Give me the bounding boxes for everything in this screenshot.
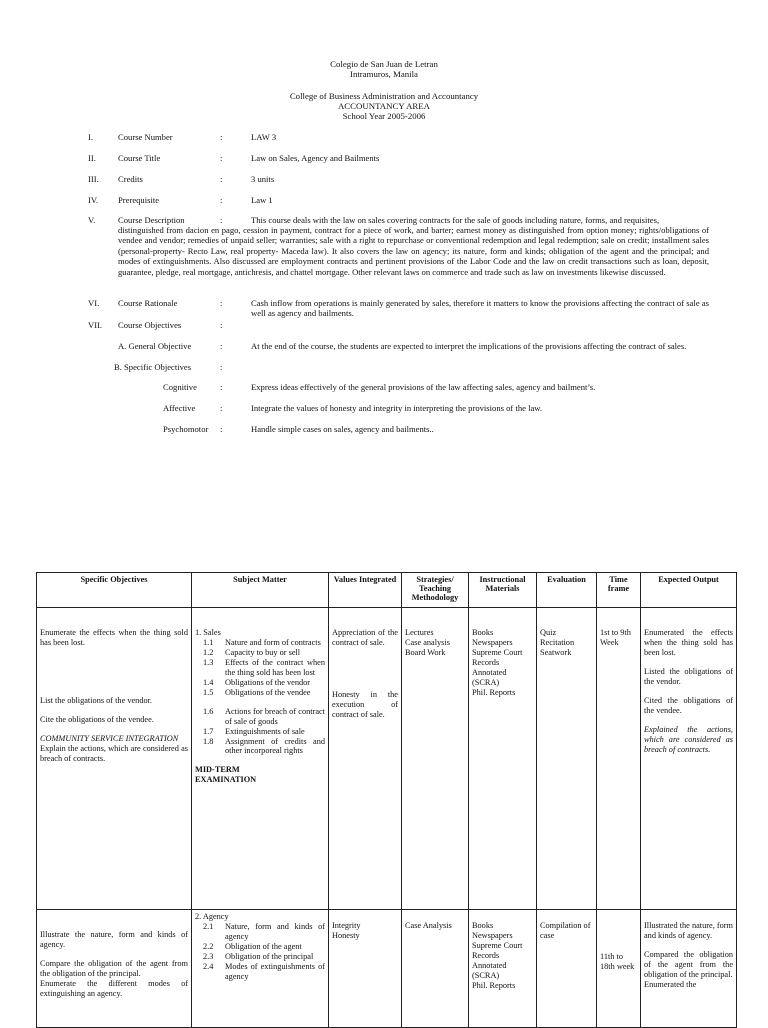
cell-time-frame [597,910,641,1028]
header-instructional-materials: Instructional Materials [469,573,537,608]
strategy-item: Lectures [405,628,434,637]
header-expected-output: Expected Output [641,573,737,608]
evaluation-item: Seatwork [540,647,572,657]
material-item: Newspapers [472,637,513,647]
field-colon: : [220,298,223,308]
topic-item: 1.2 Capacity to buy or sell [203,647,301,657]
field-label: Course Title [118,153,161,163]
topic-item: 2.4 Modes of extinguishments of agency [203,961,325,981]
field-number: VII. [88,320,103,330]
cell-expected-output [641,608,737,910]
topic-item: 1.3 Effects of the contract when the thing sold has been lost [203,657,325,677]
field-colon: : [220,341,223,351]
strategy-item: Board Work [405,647,446,657]
cell-expected-output [641,910,737,1028]
cell-specific-objectives [37,910,192,1028]
table-header-row [37,573,737,608]
field-label: Course Number [118,132,173,142]
field-number: III. [88,174,99,184]
table-row [37,608,737,910]
field-colon: : [220,153,223,163]
objective-domain-text: Handle simple cases on sales, agency and bailments.. [251,424,434,434]
cell-specific-objectives [37,608,192,910]
topic-title: 1. Sales [195,628,221,637]
value-item: Honesty in the execution of contract of sale. [332,689,398,719]
general-objective-label: A. General Objective [118,341,192,351]
output-item: Enumerated the effects when the thing sold has been lost. [644,628,733,657]
value-item: Integrity [332,921,361,930]
objective-domain-label: Cognitive [163,382,197,392]
field-colon: : [220,403,223,413]
output-item: Cited the obligations of the vendee. [644,695,733,715]
strategy-item: Case analysis [405,637,450,647]
objective-domain-text: Integrate the values of honesty and integrity in interpreting the provisions of the law. [251,403,543,413]
syllabus-table [36,572,737,1028]
topic-item: 1.6 Actions for breach of contract of sale of goods [203,706,325,726]
field-value: LAW 3 [251,132,277,142]
field-label: Course Description [118,215,185,225]
cell-materials [469,608,537,910]
output-item: Compared the obligation of the agent from the obligation of the principal. [644,949,733,979]
field-colon: : [220,195,223,205]
objective-item: Illustrate the nature, form and kinds of agency. [40,930,188,949]
field-colon: : [220,362,223,372]
topic-item: 1.1 Nature and form of contracts [203,637,321,647]
header-values-integrated: Values Integrated [329,573,402,608]
topic-item: 1.7 Extinguishments of sale [203,726,305,736]
field-label: Credits [118,174,143,184]
field-value: Law 1 [251,195,273,205]
value-item: Honesty [332,930,360,940]
header-specific-objectives: Specific Objectives [37,573,192,608]
field-number: VI. [88,298,100,308]
general-objective-text: At the end of the course, the students are expected to interpret the implications of the provisions affecting the contract of sales. [251,341,687,351]
objective-item: Enumerate the different modes of extinguishing an agency. [40,978,188,998]
table-row [37,910,737,1028]
objective-domain-text: Express ideas effectively of the general provisions of the law affecting sales, agency and bailment’s. [251,382,596,392]
topic-title: 2. Agency [195,912,229,921]
field-colon: : [220,174,223,184]
field-number: II. [88,153,96,163]
header-time-frame: Time frame [597,573,641,608]
evaluation-item: Quiz [540,628,557,637]
cell-evaluation [537,910,597,1028]
topic-item: 1.4 Obligations of the vendor [203,677,311,687]
output-item: Explained the actions, which are considered as breach of contracts. [644,724,733,754]
topic-item: 2.2 Obligation of the agent [203,941,302,951]
cell-subject-matter [192,910,329,1028]
time-frame-value: 11th to 18th week [600,952,635,971]
field-number: V. [88,215,96,225]
cell-subject-matter [192,608,329,910]
field-colon: : [220,320,223,330]
midterm-exam-label: MID-TERM EXAMINATION [195,765,257,785]
objective-item: Cite the obligations of the vendee. [40,714,154,724]
output-item: Illustrated the nature, form and kinds of agency. [644,921,733,940]
output-item: Enumerated the [644,979,697,989]
strategy-item: Case Analysis [405,921,452,930]
material-item: Annotated (SCRA) [472,667,507,687]
school-year: School Year 2005-2006 [342,111,426,121]
description-text: distinguished from dacion en pago, cession in payment, contract for a piece of work, and barter; earnest money as distinguished from option money; rights/obligations of vendee and vendor; remedies of unpaid seller; warranties; sale with a right to repurchase or conventional redemption and legal redemption; sale on credit; installment sales (personal-property- Recto Law, real property- Maceda law). It also covers the law on agency; its nature, form and kinds; obligation of the agent and the principal; and modes of extinguishments. Also discussed are employment contracts and pertinent provisions of the Labor Code and the law on credit transactions such as loan, deposit, guarantee, pledge, real mortgage, antichresis, and chattel mortgage. Other relevant laws on commerce and trade such as law on investments likewise discussed. [118,225,709,277]
material-item: Newspapers [472,930,513,940]
evaluation-item: Compilation of case [540,921,591,940]
specific-objectives-label: B. Specific Objectives [114,362,192,372]
field-number: IV. [88,195,99,205]
field-colon: : [220,132,223,142]
field-value: Law on Sales, Agency and Bailments [251,153,380,163]
school-location: Intramuros, Manila [350,69,418,79]
material-item: Phil. Reports [472,980,516,990]
description-first-line: This course deals with the law on sales covering contracts for the sale of goods including nature, forms, and requisites, [251,215,660,225]
field-colon: : [220,382,223,392]
field-label: Course Rationale [118,298,178,308]
objective-item: List the obligations of the vendor. [40,695,152,705]
material-item: Books [472,628,494,637]
community-service-label: COMMUNITY SERVICE INTEGRATION [40,733,179,743]
objective-item: Enumerate the effects when the thing sold has been lost. [40,628,188,647]
cell-strategies [402,910,469,1028]
material-item: Annotated (SCRA) [472,960,507,980]
field-label: Course Objectives [118,320,182,330]
rationale-text: Cash inflow from operations is mainly generated by sales, therefore it matters to know the provisions affecting the contract of sale as well as agency and bailments. [251,298,709,319]
cell-evaluation [537,608,597,910]
area-name: ACCOUNTANCY AREA [337,101,431,111]
value-item: Appreciation of the contract of sale. [332,628,398,647]
header-strategies: Strategies/ Teaching Methodology [402,573,469,608]
material-item: Supreme Court Records [472,940,523,960]
field-value: 3 units [251,174,275,184]
header-evaluation: Evaluation [537,573,597,608]
header-subject-matter: Subject Matter [192,573,329,608]
topic-item: 1.5 Obligations of the vendee [203,687,311,697]
cell-strategies [402,608,469,910]
cell-time-frame [597,608,641,910]
objective-domain-label: Psychomotor [163,424,209,434]
objective-item: Explain the actions, which are considered as breach of contracts. [40,743,188,763]
material-item: Phil. Reports [472,687,516,697]
output-item: Listed the obligations of the vendor. [644,666,733,686]
cell-values-integrated [329,910,402,1028]
topic-item: 2.3 Obligation of the principal [203,951,314,961]
evaluation-item: Recitation [540,637,575,647]
time-frame-value: 1st to 9th Week [600,628,631,647]
material-item: Supreme Court Records [472,647,523,667]
topic-item: 2.1 Nature, form and kinds of agency [203,921,325,941]
school-name: Colegio de San Juan de Letran [330,59,438,69]
objective-domain-label: Affective [163,403,196,413]
college-name: College of Business Administration and Accountancy [289,91,479,101]
objective-item: Compare the obligation of the agent from the obligation of the principal. [40,958,188,978]
field-colon: : [220,424,223,434]
field-colon: : [220,215,223,225]
field-label: Prerequisite [118,195,160,205]
material-item: Books [472,921,494,930]
topic-item: 1.8 Assignment of credits and other incorporeal rights [203,736,325,756]
cell-values-integrated [329,608,402,910]
cell-materials [469,910,537,1028]
field-number: I. [88,132,94,142]
